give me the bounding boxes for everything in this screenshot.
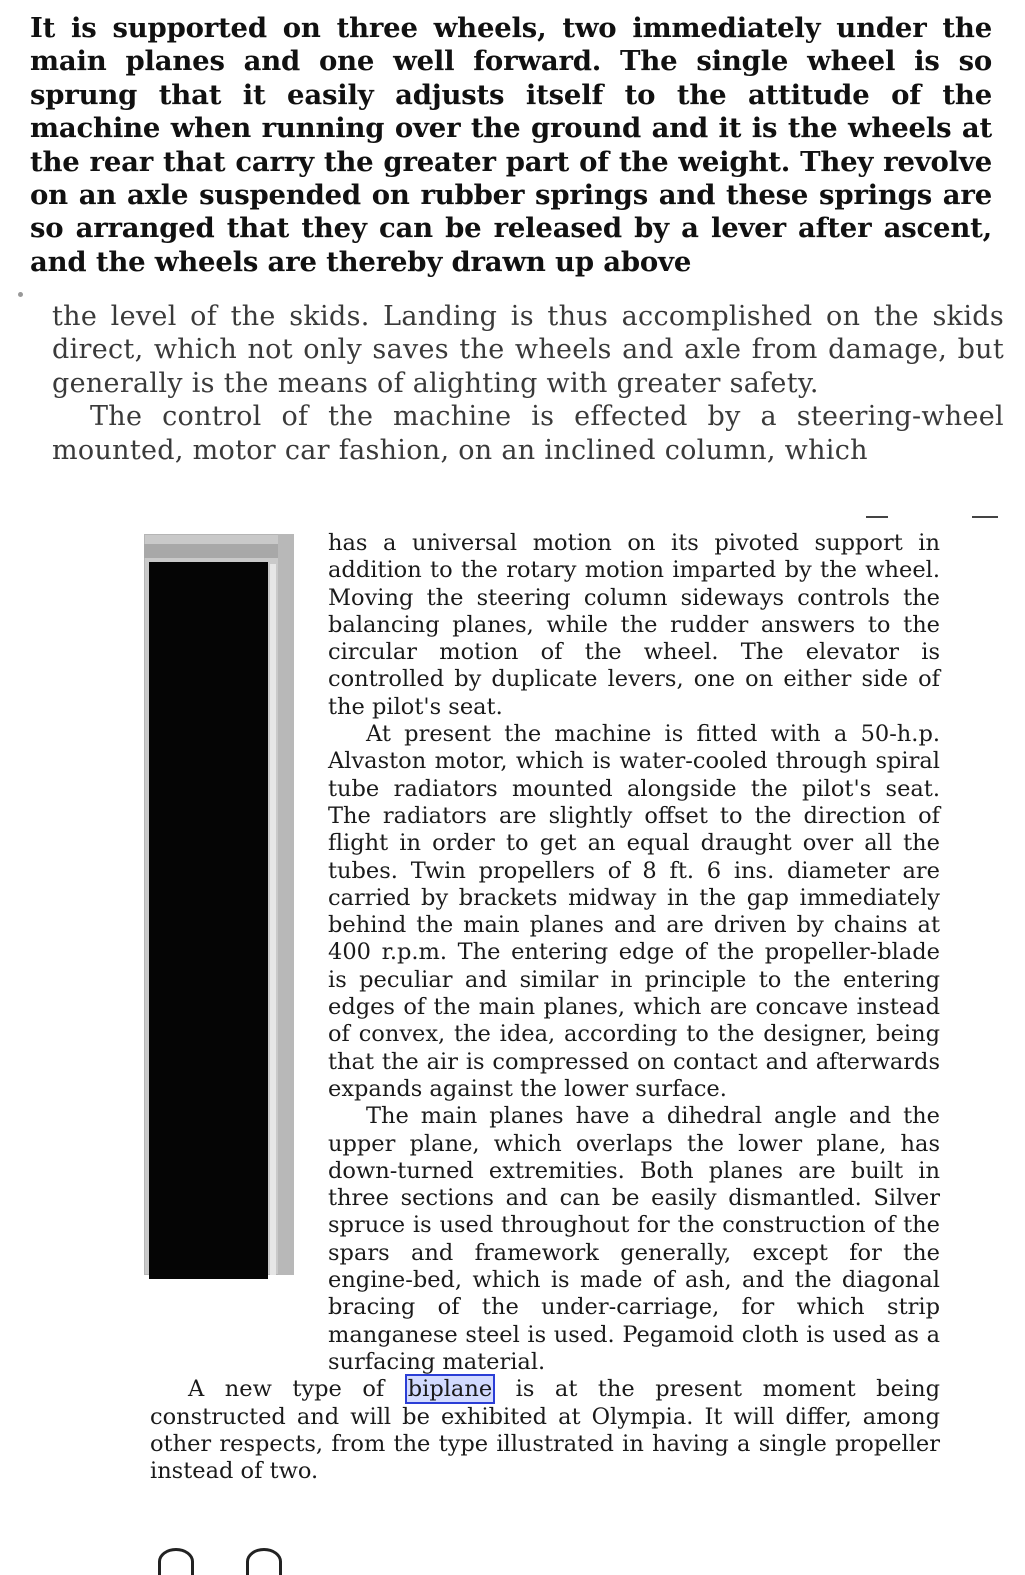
bold-paragraph xyxy=(30,12,992,279)
paragraph-landing: the level of the skids. Landing is thus accomplished on the skids direct, which not only saves the wheels and axle from damage, but generally is the means of alighting with greater safety. xyxy=(52,301,1004,399)
new-type-text-before: A new type of xyxy=(188,1376,385,1403)
paragraph-motor: At present the machine is fitted with a 50-h.p. Alvaston motor, which is water-cooled through spiral tube radiators mounted alongside the pilot's seat. The radiators are slightly offset to the direction of flight in order to get an equal draught over all the tubes. Twin propellers of 8 ft. 6 ins. diameter are carried by brackets midway in the gap immediately behind the main planes and are driven by chains at 400 r.p.m. The entering edge of the propeller-blade is peculiar and similar in principle to the entering edges of the main planes, which are concave instead of convex, the idea, according to the designer, being that the air is compressed on contact and afterwards expands against the lower surface. xyxy=(328,721,940,1102)
new-type-text-after: is at the present moment being constructed and will be exhibited at Olympia. It will differ, among other respects, from the type illustrated in having a single propeller instead of two. xyxy=(150,1376,940,1485)
scan-speck xyxy=(18,292,23,297)
paragraph-wheels: It is supported on three wheels, two immediately under the main planes and one well forward. The single wheel is so sprung that it easily adjusts itself to the attitude of the machine when running over the ground and it is the wheels at the rear that carry the greater part of the weight. They revolve on an axle suspended on rubber springs and these springs are so arranged that they can be released by a lever after ascent, and the wheels are thereby drawn up above xyxy=(30,12,992,278)
highlighted-word[interactable]: biplane xyxy=(405,1374,495,1404)
photo-wrap-spacer xyxy=(150,530,328,1370)
scan-dash xyxy=(972,516,998,518)
scan-dash xyxy=(866,516,888,518)
page-cut-mark xyxy=(158,1548,194,1575)
paragraph-planes: The main planes have a dihedral angle and the upper plane, which overlaps the lower plane, has down-turned extremities. Both planes are built in three sections and can be easily dismantled. Silver spruce is used throughout for the construction of the spars and framework generally, except for the engine-bed, which is made of ash, and the diagonal bracing of the under-carriage, for which strip manganese steel is used. Pegamoid cloth is used as a surfacing material. xyxy=(328,1103,940,1375)
page-cut-mark xyxy=(246,1548,282,1575)
light-paragraphs xyxy=(52,300,1004,467)
paragraph-new-type xyxy=(150,1376,940,1485)
paragraph-steering: has a universal motion on its pivoted support in addition to the rotary motion imparted by the wheel. Moving the steering column sideways controls the balancing planes, while the rudder answers to the circular motion of the wheel. The elevator is controlled by duplicate levers, one on either side of the pilot's seat. xyxy=(328,530,940,720)
wrapped-column xyxy=(150,530,940,1485)
paragraph-control: The control of the machine is effected by a steering-wheel mounted, motor car fashion, on an inclined column, which xyxy=(52,401,1004,466)
